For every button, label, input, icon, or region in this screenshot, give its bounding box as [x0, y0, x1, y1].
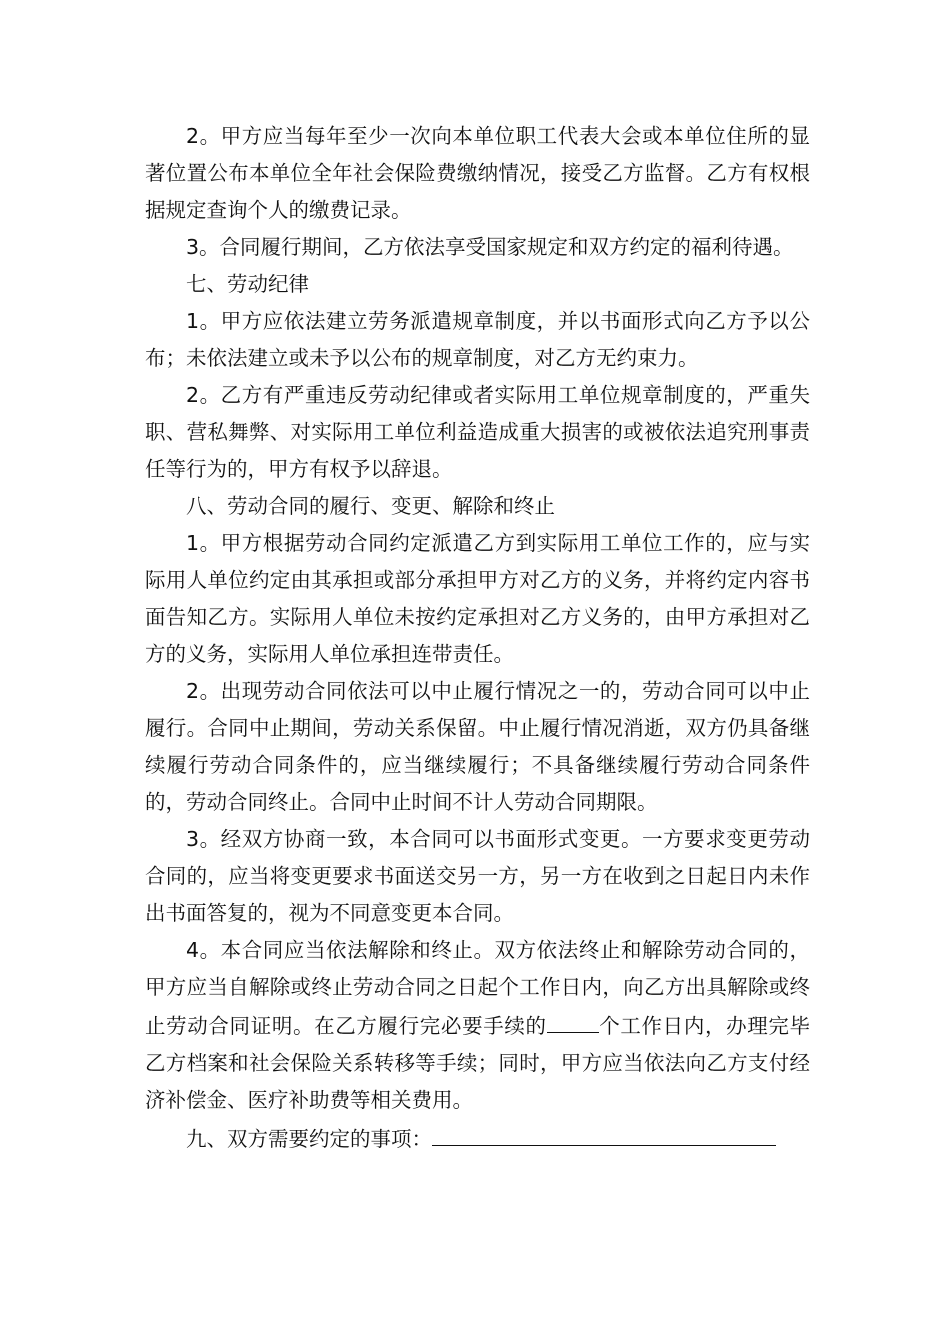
paragraph-8-3: 3。经双方协商一致，本合同可以书面形式变更。一方要求变更劳动合同的，应当将变更要求书面送交另一方，另一方在收到之日起日内未作出书面答复的，视为不同意变更本合同。 [145, 827, 810, 925]
section-heading-7: 七、劳动纪律 [186, 272, 309, 296]
paragraph-8-4-before: 4。本合同应当依法解除和终止。双方依法终止和解除劳动合同的，甲方应当自解除或终止劳动合同之日起个工作日内，向乙方出具解除或终止劳动合同证明。在乙方履行完必要手续的 [145, 938, 810, 1038]
fill-in-blank-agreed-matters[interactable] [432, 1119, 776, 1146]
paragraph-6-3: 3。合同履行期间，乙方依法享受国家规定和双方约定的福利待遇。 [186, 235, 794, 259]
paragraph-7-1: 1。甲方应依法建立劳务派遣规章制度，并以书面形式向乙方予以公布；未依法建立或未予以公布的规章制度，对乙方无约束力。 [145, 309, 810, 370]
fill-in-blank-workdays[interactable] [547, 1006, 599, 1033]
paragraph-8-1: 1。甲方根据劳动合同约定派遣乙方到实际用工单位工作的，应与实际用人单位约定由其承担或部分承担甲方对乙方的义务，并将约定内容书面告知乙方。实际用人单位未按约定承担对乙方义务的，由甲方承担对乙方的义务，实际用人单位承担连带责任。 [145, 531, 810, 666]
section-heading-9 [145, 1119, 810, 1158]
paragraph-6-2: 2。甲方应当每年至少一次向本单位职工代表大会或本单位住所的显著位置公布本单位全年社会保险费缴纳情况，接受乙方监督。乙方有权根据规定查询个人的缴费记录。 [145, 124, 810, 222]
paragraph-8-4-after: 个工作日内，办理完毕乙方档案和社会保险关系转移等手续；同时，甲方应当依法向乙方支付经济补偿金、医疗补助费等相关费用。 [145, 1014, 811, 1112]
section-heading-9-text: 九、双方需要约定的事项： [186, 1127, 432, 1151]
paragraph-8-2: 2。出现劳动合同依法可以中止履行情况之一的，劳动合同可以中止履行。合同中止期间，劳动关系保留。中止履行情况消逝，双方仍具备继续履行劳动合同条件的，应当继续履行；不具备继续履行劳动合同条件的，劳动合同终止。合同中止时间不计人劳动合同期限。 [145, 679, 810, 814]
paragraph-8-4 [145, 932, 810, 1119]
section-heading-8: 八、劳动合同的履行、变更、解除和终止 [186, 494, 555, 518]
paragraph-7-2: 2。乙方有严重违反劳动纪律或者实际用工单位规章制度的，严重失职、营私舞弊、对实际用工单位利益造成重大损害的或被依法追究刑事责任等行为的，甲方有权予以辞退。 [145, 383, 810, 481]
document-page [145, 118, 810, 1158]
